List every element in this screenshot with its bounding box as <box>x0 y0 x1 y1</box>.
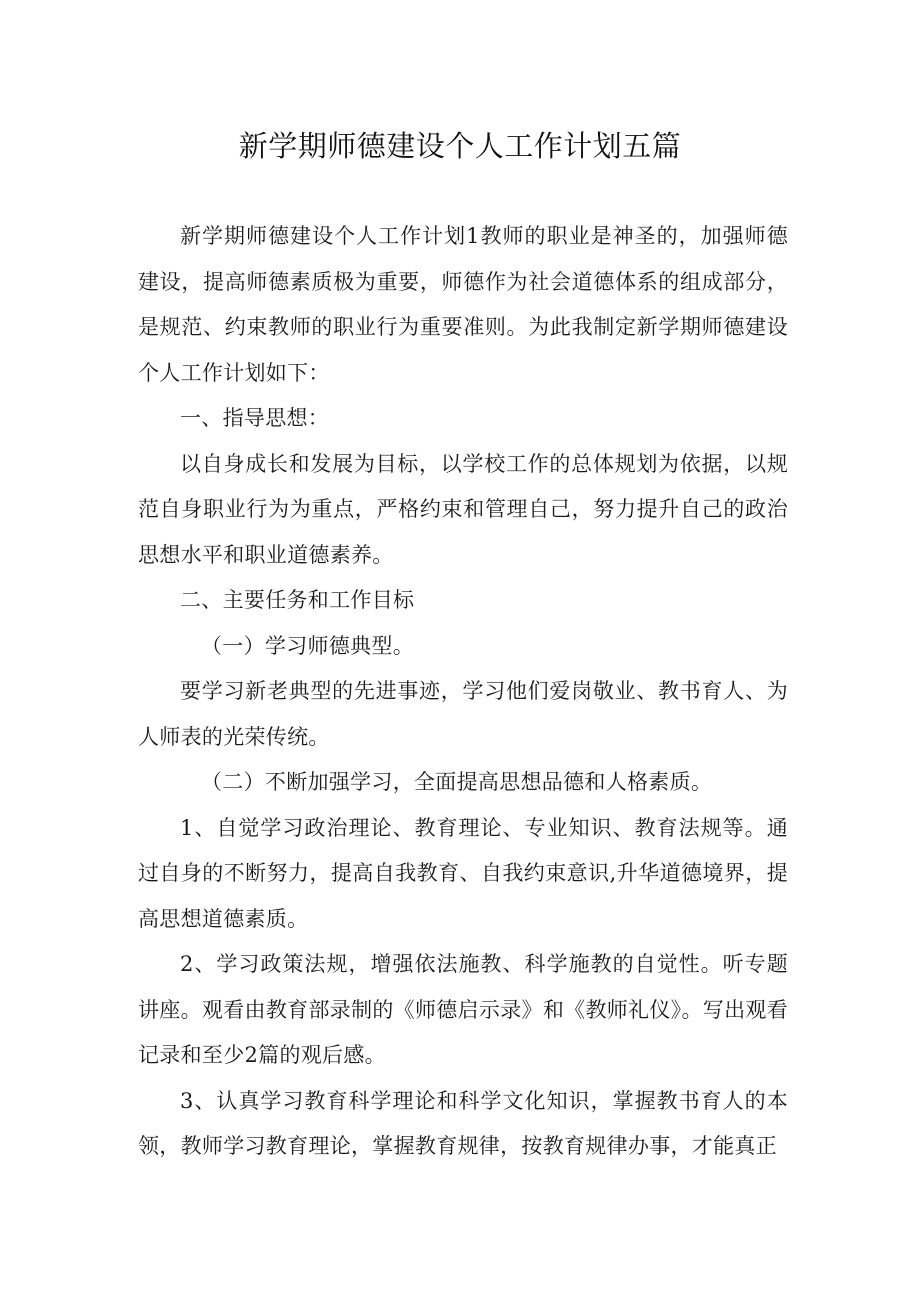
paragraph-learn-models: 要学习新老典型的先进事迹，学习他们爱岗敬业、教书育人、为人师表的光荣传统。 <box>138 679 788 749</box>
document-body <box>138 214 788 1170</box>
paragraph-item-2: 2、学习政策法规，增强依法施教、科学施教的自觉性。听专题讲座。观看由教育部录制的《师德启示录》和《教师礼仪》。写出观看记录和至少2篇的观后感。 <box>138 952 788 1067</box>
paragraph-item-1: 1、自觉学习政治理论、教育理论、专业知识、教育法规等。通过自身的不断努力，提高自我教育、自我约束意识,升华道德境界，提高思想道德素质。 <box>138 815 788 931</box>
paragraph-guiding-thought: 以自身成长和发展为目标，以学校工作的总体规划为依据，以规范自身职业行为为重点，严格约束和管理自己，努力提升自己的政治思想水平和职业道德素养。 <box>138 451 788 567</box>
heading-guiding-thought: 一、指导思想： <box>180 406 330 430</box>
subheading-strengthen-learning: （二）不断加强学习，全面提高思想品德和人格素质。 <box>201 770 713 794</box>
subheading-learn-models: （一）学习师德典型。 <box>201 633 414 658</box>
document-title: 新学期师德建设个人工作计划五篇 <box>238 129 682 163</box>
paragraph-intro: 新学期师德建设个人工作计划1教师的职业是神圣的，加强师德建设，提高师德素质极为重要，师德作为社会道德体系的组成部分，是规范、约束教师的职业行为重要准则。为此我制定新学期师德建设个人工作计划如下： <box>138 224 788 385</box>
paragraph-item-3: 3、认真学习教育科学理论和科学文化知识，掌握教书育人的本领，教师学习教育理论，掌握教育规律，按教育规律办事，才能真正 <box>138 1088 788 1158</box>
heading-main-tasks: 二、主要任务和工作目标 <box>180 588 415 612</box>
